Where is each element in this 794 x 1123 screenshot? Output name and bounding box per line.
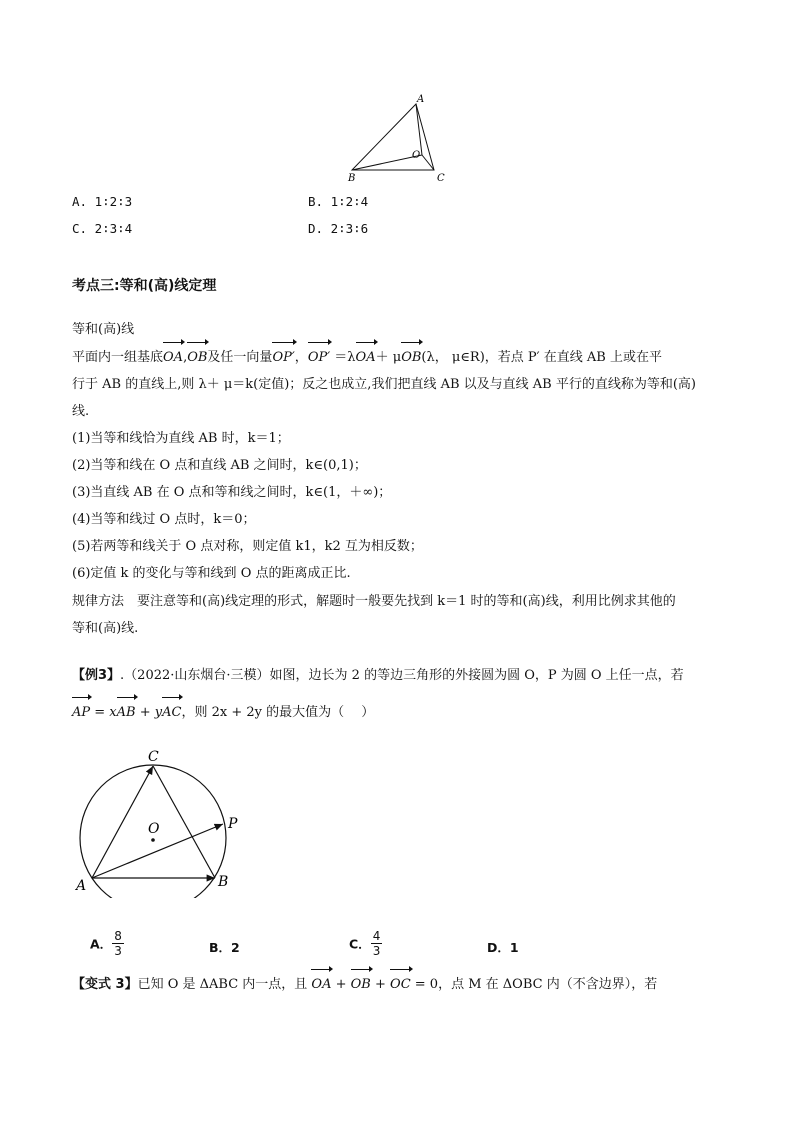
vector-oa-variant: OA	[311, 971, 331, 998]
segment-bc	[153, 766, 215, 878]
label-p: P	[228, 816, 238, 832]
example-3-formula	[72, 699, 374, 726]
variant-3-line	[72, 971, 657, 998]
method-line-1: 规律方法 要注意等和(高)线定理的形式，解题时一般要先找到 k＝1 时的等和(高)线，利用比例求其他的	[72, 594, 676, 609]
vector-ob-variant: OB	[351, 971, 371, 998]
rule-item-5: (5)若两等和线关于 O 点对称，则定值 k1，k2 互为相反数；	[72, 539, 423, 554]
vector-ab: AB	[117, 699, 136, 726]
triangle-figure	[340, 92, 455, 184]
example-tag: 【例3】	[72, 668, 121, 683]
center-point-o	[151, 838, 155, 842]
section-subtitle: 等和(高)线	[72, 322, 135, 337]
triangle-abc	[352, 104, 434, 170]
segment-ao	[416, 104, 422, 155]
vector-ac: AC	[162, 699, 181, 726]
rule-item-1: (1)当等和线恰为直线 AB 时，k＝1；	[72, 431, 290, 446]
option-b: B. 1∶2∶4	[308, 194, 369, 209]
fraction-numerator: 8	[114, 929, 122, 943]
example-option-d: D．1	[487, 940, 519, 955]
def-text-3: (λ， μ∈R)，若点 P′ 在直线 AB 上或在平	[421, 350, 662, 365]
vector-op-prime: OP′	[272, 344, 294, 371]
formula-eq: = x	[90, 705, 117, 720]
label-a: A	[76, 878, 87, 894]
formula-tail: ，则 2x + 2y 的最大值为（ ）	[181, 705, 375, 720]
vector-op-prime-2: OP′	[308, 344, 330, 371]
def-plus: ＋ μ	[375, 350, 402, 365]
option-c: C. 2∶3∶4	[72, 221, 133, 236]
label-b: B	[218, 874, 229, 890]
example-text: 如图，边长为 2 的等边三角形的外接圆为圆 O，P 为圆 O 上任一点，若	[269, 668, 684, 683]
rule-item-4: (4)当等和线过 O 点时，k＝0；	[72, 512, 256, 527]
def-text-1: 平面内一组基底	[72, 350, 164, 365]
example-option-a-label: A．	[90, 936, 113, 952]
fraction-denominator: 3	[372, 944, 381, 958]
vector-ap: AP	[72, 699, 90, 726]
label-o: O	[412, 150, 421, 161]
variant-eq: = 0	[410, 977, 439, 992]
def-sep-2: ，	[294, 350, 308, 365]
variant-tag: 【变式 3】	[72, 977, 138, 992]
method-line-2: 等和(高)线.	[72, 621, 139, 636]
example-option-b: B．2	[209, 940, 240, 955]
label-b: B	[348, 173, 356, 184]
definition-line-2: 行于 AB 的直线上,则 λ＋ μ＝k(定值)；反之也成立,我们把直线 AB 以及与直线 AB 平行的直线称为等和(高)	[72, 377, 697, 392]
definition-line-1	[72, 344, 662, 371]
label-c: C	[148, 749, 159, 765]
vector-oa: OA	[163, 344, 183, 371]
rule-item-6: (6)定值 k 的变化与等和线到 O 点的距离成正比.	[72, 566, 351, 581]
option-d: D. 2∶3∶6	[308, 221, 369, 236]
example-option-c	[349, 929, 382, 958]
vector-ob: OB	[187, 344, 207, 371]
label-o: O	[148, 821, 160, 837]
vector-oc-variant: OC	[390, 971, 411, 998]
label-c: C	[437, 173, 445, 184]
vector-ac-arrow	[92, 766, 153, 878]
fraction-8-3	[112, 929, 124, 958]
fraction-numerator: 4	[372, 929, 381, 943]
variant-plus-1: +	[331, 977, 351, 992]
vector-ob-2: OB	[401, 344, 421, 371]
rule-item-2: (2)当等和线在 O 点和直线 AB 之间时，k∈(0,1)；	[72, 458, 367, 473]
rule-item-3: (3)当直线 AB 在 O 点和等和线之间时，k∈(1，＋∞)；	[72, 485, 392, 500]
definition-line-3: 线.	[72, 404, 90, 419]
section-title: 考点三:等和(高)线定理	[72, 278, 217, 294]
vector-oa-2: OA	[356, 344, 376, 371]
example-option-c-label: C．	[349, 936, 371, 952]
def-sep-1: ,	[183, 350, 188, 365]
example-3-line-1	[72, 662, 684, 689]
def-eq: ＝λ	[330, 350, 356, 365]
circle-triangle-figure	[68, 738, 248, 898]
example-source: .（2022·山东烟台·三模）	[120, 668, 270, 683]
formula-plus: + y	[135, 705, 163, 720]
example-option-a	[90, 929, 124, 958]
variant-text-1: 已知 O 是 ΔABC 内一点，且	[137, 977, 312, 992]
variant-plus-2: +	[370, 977, 391, 992]
fraction-denominator: 3	[114, 944, 122, 958]
def-text-2: 及任一向量	[207, 350, 273, 365]
option-a: A. 1∶2∶3	[72, 194, 133, 209]
fraction-4-3	[371, 929, 383, 958]
label-a: A	[417, 94, 425, 105]
variant-text-2: ，点 M 在 ΔOBC 内（不含边界），若	[438, 977, 658, 992]
